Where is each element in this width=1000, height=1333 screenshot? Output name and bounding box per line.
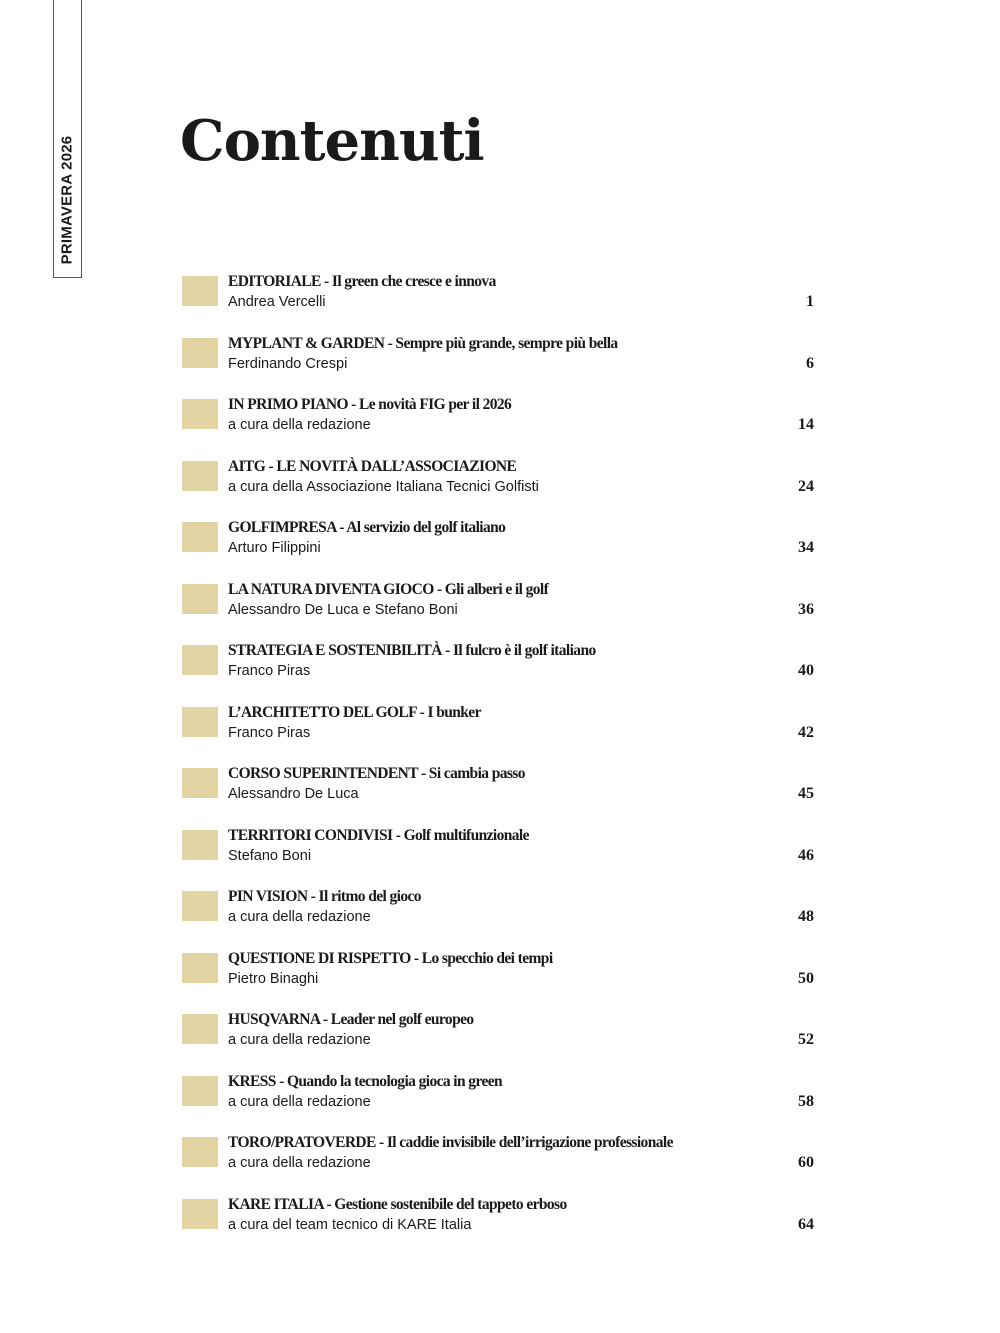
entry-marker <box>182 1199 218 1229</box>
entry-page-number: 52 <box>798 1031 814 1048</box>
entry-marker <box>182 1014 218 1044</box>
entry-page-number: 58 <box>798 1092 814 1110</box>
entry-page-number: 46 <box>798 846 814 864</box>
entry-marker <box>182 645 218 675</box>
table-of-contents <box>182 270 814 1254</box>
entry-page-number: 42 <box>798 723 814 741</box>
entry-marker <box>182 707 218 737</box>
toc-entry[interactable] <box>182 1070 814 1132</box>
entry-marker <box>182 891 218 921</box>
entry-author: a cura della redazione <box>228 1093 371 1110</box>
entry-author: a cura della redazione <box>228 909 371 925</box>
entry-page-number: 14 <box>798 416 814 433</box>
entry-author: Franco Piras <box>228 724 311 741</box>
toc-entry[interactable] <box>182 516 814 578</box>
entry-title: KARE ITALIA - Gestione sostenibile del tappeto erboso <box>228 1195 567 1213</box>
entry-title: MYPLANT & GARDEN - Sempre più grande, sempre più bella <box>228 334 618 352</box>
entry-title: KRESS - Quando la tecnologia gioca in green <box>228 1072 503 1090</box>
entry-page-number: 60 <box>798 1154 814 1171</box>
page-title: Contenuti <box>180 108 484 174</box>
entry-page-number: 24 <box>798 477 814 495</box>
entry-author: a cura della redazione <box>228 417 371 433</box>
entry-marker <box>182 1137 218 1167</box>
entry-page-number: 45 <box>798 785 814 802</box>
toc-entry[interactable] <box>182 1131 814 1193</box>
entry-marker <box>182 522 218 552</box>
entry-marker <box>182 399 218 429</box>
entry-author: Andrea Vercelli <box>228 294 326 310</box>
entry-page-number: 50 <box>798 969 814 987</box>
entry-author: Alessandro De Luca e Stefano Boni <box>228 601 458 618</box>
entry-title: TERRITORI CONDIVISI - Golf multifunzionale <box>228 826 529 844</box>
entry-marker <box>182 461 218 491</box>
toc-entry[interactable] <box>182 762 814 824</box>
entry-title: CORSO SUPERINTENDENT - Si cambia passo <box>228 765 525 782</box>
toc-entry[interactable] <box>182 455 814 517</box>
toc-entry[interactable] <box>182 1008 814 1070</box>
entry-title: LA NATURA DIVENTA GIOCO - Gli alberi e il golf <box>228 580 549 598</box>
entry-marker <box>182 768 218 798</box>
entry-marker <box>182 830 218 860</box>
toc-entry[interactable] <box>182 885 814 947</box>
entry-page-number: 6 <box>806 354 814 372</box>
entry-title: PIN VISION - Il ritmo del gioco <box>228 888 421 905</box>
entry-marker <box>182 1076 218 1106</box>
toc-entry[interactable] <box>182 947 814 1009</box>
entry-author: a cura della redazione <box>228 1032 371 1048</box>
entry-page-number: 40 <box>798 662 814 679</box>
entry-author: Alessandro De Luca <box>228 786 359 802</box>
entry-page-number: 48 <box>798 908 814 925</box>
toc-entry[interactable] <box>182 701 814 763</box>
entry-author: a cura della Associazione Italiana Tecnici Golfisti <box>228 478 539 495</box>
entry-title: GOLFIMPRESA - Al servizio del golf italiano <box>228 519 506 536</box>
toc-entry[interactable] <box>182 332 814 394</box>
entry-author: Franco Piras <box>228 663 311 679</box>
entry-title: IN PRIMO PIANO - Le novità FIG per il 2026 <box>228 396 512 413</box>
toc-entry[interactable] <box>182 824 814 886</box>
entry-author: a cura della redazione <box>228 1155 371 1171</box>
entry-page-number: 64 <box>798 1215 814 1233</box>
entry-page-number: 1 <box>806 293 814 310</box>
toc-entry[interactable] <box>182 270 814 332</box>
entry-author: a cura del team tecnico di KARE Italia <box>228 1216 472 1233</box>
entry-page-number: 34 <box>798 539 814 556</box>
entry-title: HUSQVARNA - Leader nel golf europeo <box>228 1011 474 1028</box>
toc-entry[interactable] <box>182 393 814 455</box>
entry-title: EDITORIALE - Il green che cresce e innova <box>228 273 496 290</box>
entry-marker <box>182 338 218 368</box>
toc-entry[interactable] <box>182 578 814 640</box>
toc-entry[interactable] <box>182 639 814 701</box>
entry-title: AITG - LE NOVITÀ DALL’ASSOCIAZIONE <box>228 457 517 475</box>
entry-title: TORO/PRATOVERDE - Il caddie invisibile dell’irrigazione professionale <box>228 1134 673 1151</box>
entry-author: Ferdinando Crespi <box>228 355 348 372</box>
entry-title: L’ARCHITETTO DEL GOLF - I bunker <box>228 703 481 721</box>
toc-entry[interactable] <box>182 1193 814 1255</box>
entry-author: Stefano Boni <box>228 847 312 864</box>
entry-marker <box>182 584 218 614</box>
entry-marker <box>182 953 218 983</box>
entry-author: Arturo Filippini <box>228 540 321 556</box>
entry-author: Pietro Binaghi <box>228 970 319 987</box>
entry-title: STRATEGIA E SOSTENIBILITÀ - Il fulcro è il golf italiano <box>228 642 596 659</box>
entry-title: QUESTIONE DI RISPETTO - Lo specchio dei tempi <box>228 949 553 967</box>
issue-label: PRIMAVERA 2026 <box>58 135 76 265</box>
entry-page-number: 36 <box>798 600 814 618</box>
entry-marker <box>182 276 218 306</box>
